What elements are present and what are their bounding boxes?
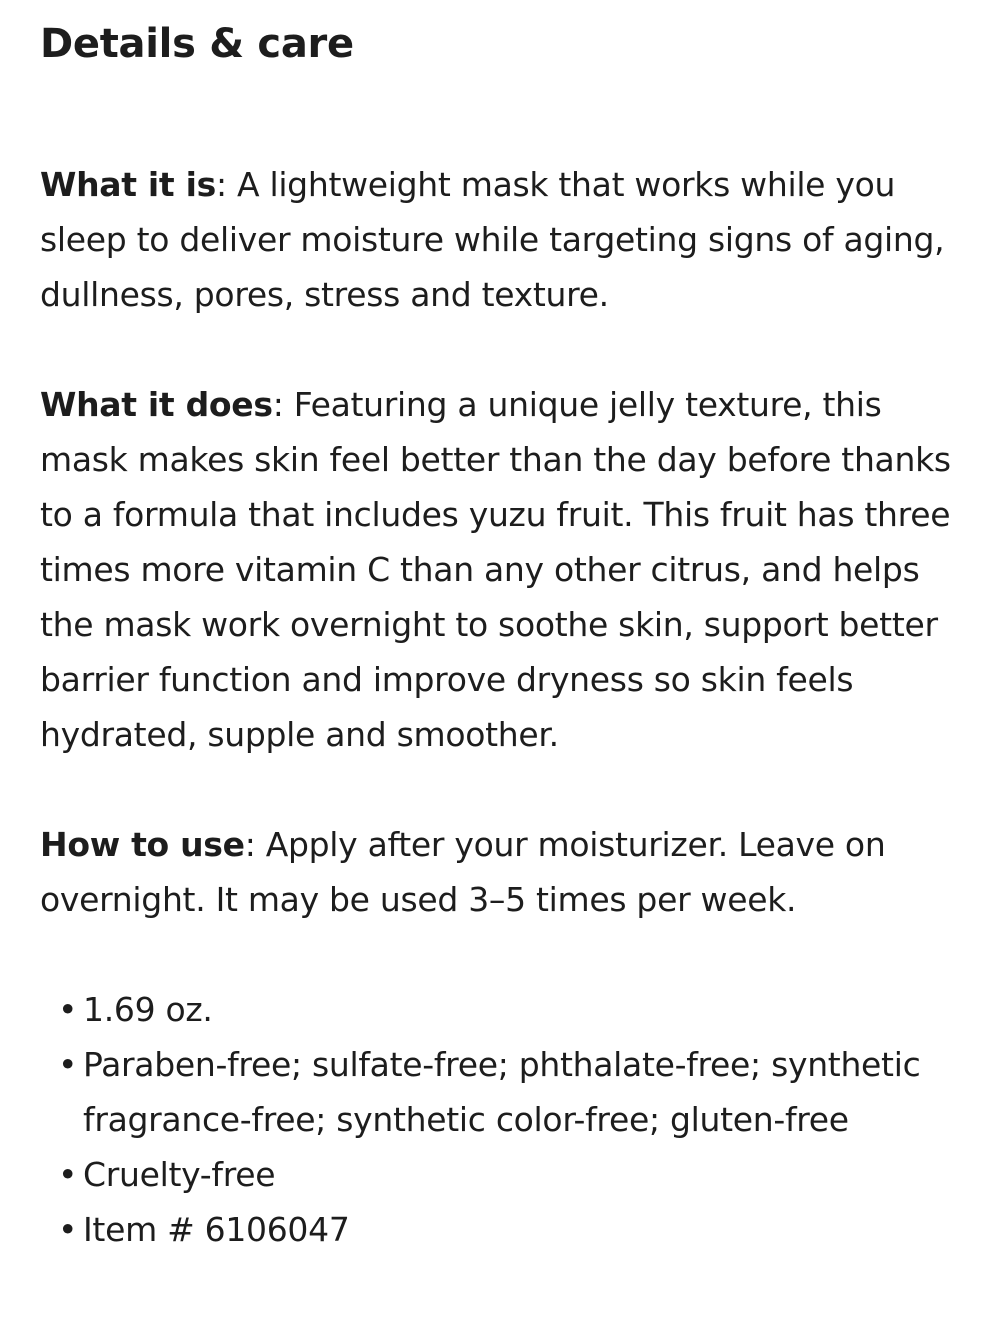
how-to-use-separator: :	[244, 825, 266, 864]
how-to-use-paragraph	[40, 817, 960, 927]
what-it-does-paragraph	[40, 377, 960, 762]
what-it-is-paragraph	[40, 157, 960, 322]
what-it-does-separator: :	[272, 385, 294, 424]
bullet-icon: •	[58, 1045, 78, 1084]
section-title: Details & care	[40, 21, 354, 67]
what-it-is-label: What it is	[40, 165, 216, 204]
list-item-text: 1.69 oz.	[83, 990, 213, 1029]
list-item-text: Paraben-free; sulfate-free; phthalate-free; synthetic fragrance-free; synthetic color-free; gluten-free	[83, 1045, 921, 1139]
bullet-icon: •	[58, 1155, 78, 1194]
what-it-does-label: What it does	[40, 385, 273, 424]
list-item-text: Cruelty-free	[83, 1155, 276, 1194]
how-to-use-text: Apply after your moisturizer. Leave on overnight. It may be used 3–5 times per week.	[40, 825, 886, 919]
list-item	[40, 1037, 960, 1147]
what-it-is-separator: :	[215, 165, 237, 204]
how-to-use-label: How to use	[40, 825, 245, 864]
list-item	[40, 1202, 960, 1257]
what-it-does-text: Featuring a unique jelly texture, this mask makes skin feel better than the day before thanks to a formula that includes yuzu fruit. This fruit has three times more vitamin C than any other citrus, and helps the mask work overnight to soothe skin, support better barrier function and improve dryness so skin feels hydrated, supple and smoother.	[40, 385, 951, 754]
feature-list	[40, 982, 960, 1257]
what-it-is-text: A lightweight mask that works while you sleep to deliver moisture while targeting signs of aging, dullness, pores, stress and texture.	[40, 165, 945, 314]
list-item	[40, 1147, 960, 1202]
list-item-text: Item # 6106047	[83, 1210, 350, 1249]
list-item	[40, 982, 960, 1037]
bullet-icon: •	[58, 1210, 78, 1249]
bullet-icon: •	[58, 990, 78, 1029]
